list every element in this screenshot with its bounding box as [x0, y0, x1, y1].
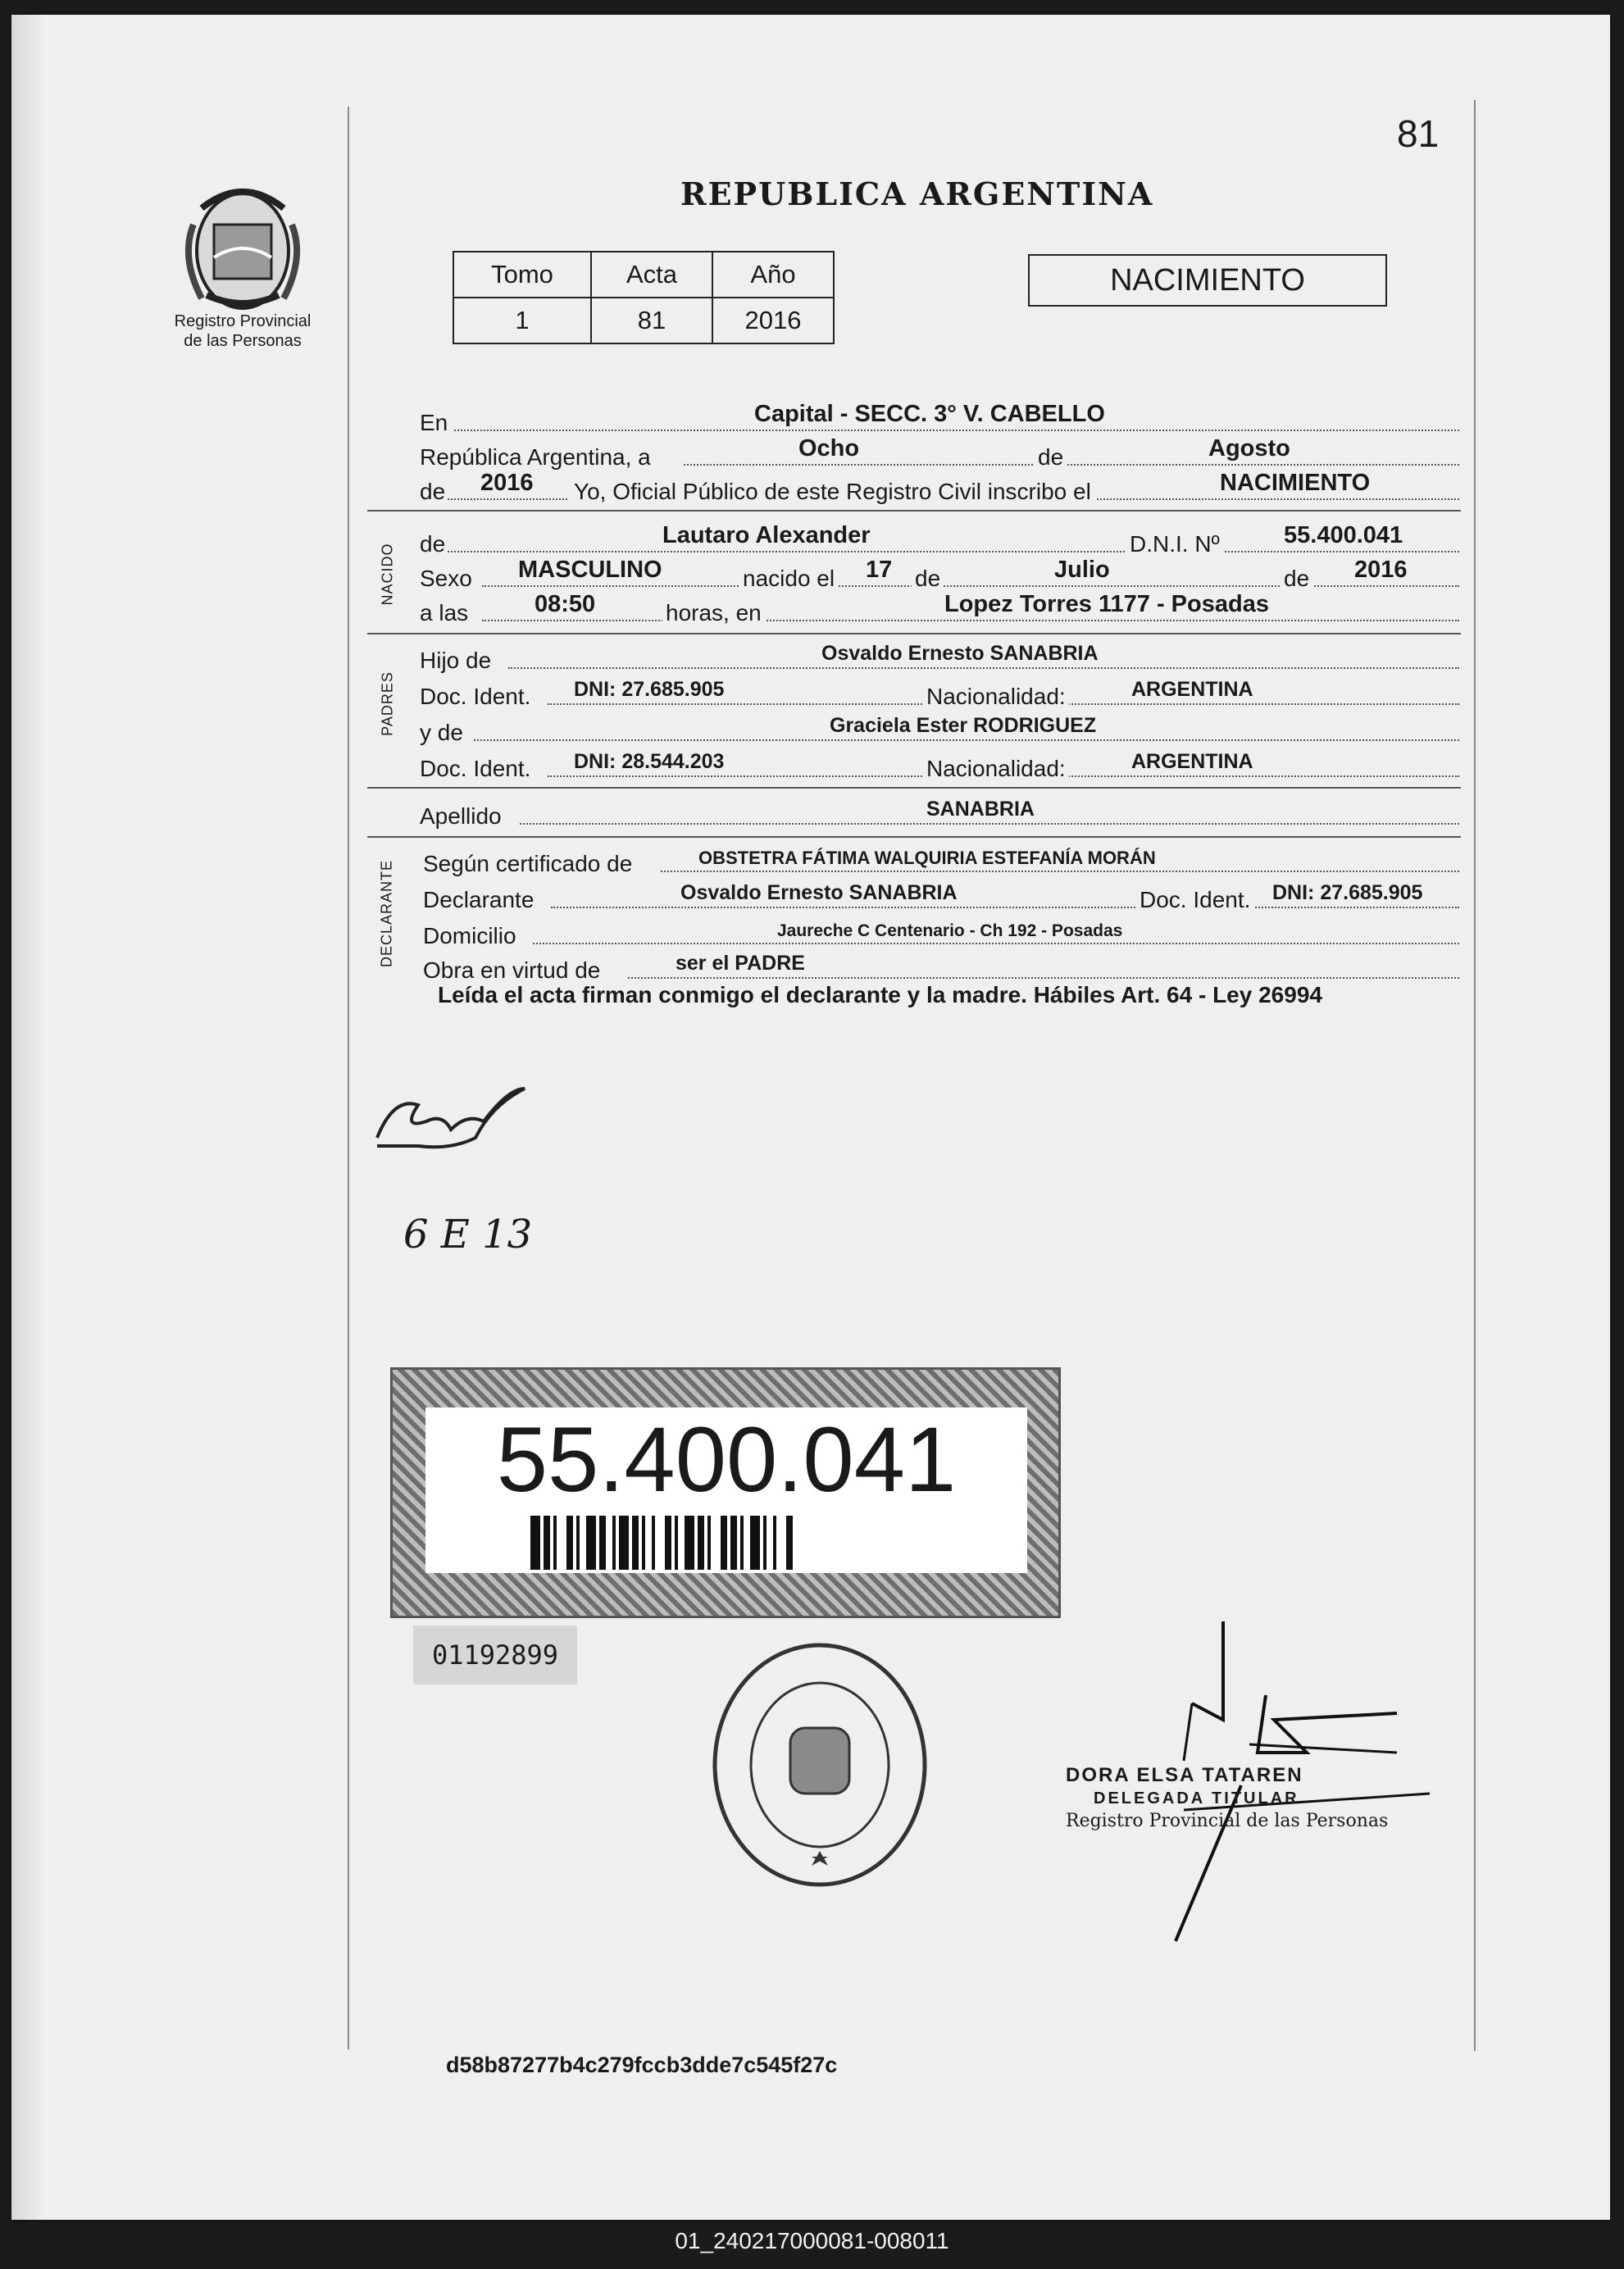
child-name-value: Lautaro Alexander: [662, 522, 871, 548]
section-divider: [367, 510, 1461, 512]
birth-month-value: Julio: [1054, 557, 1110, 583]
legal-text: Leída el acta firman conmigo el declarante y la madre. Hábiles Art. 64 - Ley 26994: [438, 982, 1322, 1007]
intro-row-year: [420, 469, 1459, 505]
book-reference-table: [453, 251, 835, 344]
dotted-line: [454, 430, 1459, 431]
dotted-line: [482, 620, 1459, 621]
apellido-row: [420, 793, 1459, 830]
serial-number: 01192899: [413, 1626, 577, 1685]
signatory-name: DORA ELSA TATAREN: [1066, 1764, 1303, 1786]
de-label: de: [420, 531, 446, 557]
nacionalidad-label: Nacionalidad:: [923, 684, 1069, 710]
logo-caption-line2: de las Personas: [184, 332, 302, 350]
logo-caption: [152, 311, 333, 351]
mother-doc-value: DNI: 28.544.203: [574, 750, 725, 773]
declarante-doc-value: DNI: 27.685.905: [1272, 881, 1423, 904]
de-label: de: [1281, 566, 1312, 592]
declarante-row-cert: [420, 841, 1459, 877]
nacido-row-time: [420, 590, 1459, 626]
year-value: 2016: [480, 470, 534, 496]
declarante-label: Declarante: [423, 887, 535, 912]
dotted-line: [684, 464, 1459, 466]
birth-year-value: 2016: [1354, 557, 1408, 583]
official-stamp-icon: [705, 1638, 935, 1892]
table-header: Acta: [591, 252, 712, 298]
left-margin-line: [348, 107, 349, 2049]
declarante-row-obra: [420, 948, 1459, 984]
cert-value: OBSTETRA FÁTIMA WALQUIRIA ESTEFANÍA MORÁN: [698, 848, 1156, 868]
dotted-line: [628, 977, 1459, 979]
intro-row-place: [420, 400, 1459, 436]
de-label: de: [1035, 444, 1067, 471]
padres-row-mother-doc: [420, 746, 1459, 782]
father-doc-value: DNI: 27.685.905: [574, 678, 725, 701]
yo-label: Yo, Oficial Público de este Registro Civil inscribo el: [569, 479, 1096, 505]
domicilio-label: Domicilio: [423, 923, 516, 948]
section-divider: [367, 633, 1461, 634]
child-dni-value: 55.400.041: [1284, 522, 1403, 548]
apellido-label: Apellido: [420, 803, 502, 829]
nacido-row-name: [420, 521, 1459, 557]
barcode-number: 55.400.041: [496, 1408, 957, 1511]
padres-row-father: [420, 638, 1459, 674]
barcode-panel: [425, 1407, 1027, 1573]
handwritten-note: 6 E 13: [403, 1212, 533, 1257]
en-label: En: [420, 410, 448, 435]
nacido-label: nacido el: [739, 566, 838, 592]
nacionalidad-label: Nacionalidad:: [923, 756, 1069, 782]
declarante-row-address: [420, 913, 1459, 949]
birth-day-value: 17: [866, 557, 893, 583]
handwritten-signature-icon: [369, 1072, 533, 1154]
padres-side-label: PADRES: [379, 671, 396, 736]
hijo-label: Hijo de: [420, 648, 492, 673]
sexo-value: MASCULINO: [518, 557, 662, 583]
doc-label: Doc. Ident.: [1136, 887, 1253, 913]
doc-label: Doc. Ident.: [420, 756, 531, 781]
page-number: 81: [1397, 112, 1440, 155]
obra-label: Obra en virtud de: [423, 957, 601, 983]
mother-name-value: Graciela Ester RODRIGUEZ: [830, 714, 1097, 737]
logo-caption-line1: Registro Provincial: [174, 312, 312, 330]
document-title: REPUBLICA ARGENTINA: [680, 175, 1154, 212]
dotted-line: [482, 585, 1459, 587]
declarante-side-label: DECLARANTE: [378, 859, 395, 968]
alas-label: a las: [420, 600, 469, 625]
table-cell: 81: [591, 298, 712, 343]
dotted-line: [520, 823, 1459, 825]
dotted-line: [533, 943, 1459, 944]
declarante-name-value: Osvaldo Ernesto SANABRIA: [680, 881, 958, 904]
table-header: Año: [712, 252, 834, 298]
declarante-row-name: [420, 877, 1459, 913]
signatory-role: DELEGADA TITULAR: [1094, 1789, 1299, 1807]
record-type-box: NACIMIENTO: [1028, 254, 1387, 307]
birth-time-value: 08:50: [535, 591, 596, 617]
month-value: Agosto: [1208, 435, 1290, 462]
dotted-line: [508, 667, 1459, 669]
document-page: [11, 15, 1610, 2220]
horas-label: horas, en: [662, 600, 765, 626]
id-barcode-label: [390, 1367, 1061, 1618]
inscribe-value: NACIMIENTO: [1220, 470, 1371, 496]
day-value: Ocho: [798, 435, 860, 462]
de-label: de: [420, 479, 446, 504]
signatory-block: [1066, 1764, 1388, 1833]
father-name-value: Osvaldo Ernesto SANABRIA: [821, 642, 1099, 665]
section-divider: [367, 787, 1461, 789]
obra-value: ser el PADRE: [676, 952, 805, 975]
barcode-icon: [530, 1516, 924, 1570]
sexo-label: Sexo: [420, 566, 472, 591]
republica-label: República Argentina, a: [420, 444, 651, 470]
padres-row-father-doc: [420, 674, 1459, 710]
footer-file-id: 01_240217000081-008011: [675, 2228, 949, 2253]
signatory-office: Registro Provincial de las Personas: [1066, 1811, 1389, 1831]
dni-label: D.N.I. Nº: [1126, 531, 1223, 557]
dotted-line: [661, 871, 1459, 872]
table-cell: 1: [453, 298, 591, 343]
right-margin-line: [1474, 100, 1476, 2051]
place-value: Capital - SECC. 3° V. CABELLO: [754, 401, 1105, 427]
father-nationality-value: ARGENTINA: [1131, 678, 1253, 701]
table-header: Tomo: [453, 252, 591, 298]
dotted-line: [551, 907, 1459, 908]
mother-nationality-value: ARGENTINA: [1131, 750, 1253, 773]
table-cell: 2016: [712, 298, 834, 343]
document-hash: d58b87277b4c279fccb3dde7c545f27c: [446, 2053, 838, 2077]
birth-place-value: Lopez Torres 1177 - Posadas: [944, 591, 1269, 617]
dotted-line: [448, 551, 1459, 552]
cert-label: Según certificado de: [423, 851, 633, 876]
doc-label: Doc. Ident.: [420, 684, 531, 709]
yde-label: y de: [420, 720, 463, 745]
section-divider: [367, 836, 1461, 838]
padres-row-mother: [420, 710, 1459, 746]
nacido-row-sex: [420, 556, 1459, 592]
apellido-value: SANABRIA: [926, 798, 1035, 821]
province-emblem-icon: [169, 175, 316, 316]
dotted-line: [474, 739, 1459, 741]
de-label: de: [912, 566, 944, 592]
domicilio-value: Jaureche C Centenario - Ch 192 - Posadas: [777, 921, 1123, 940]
intro-row-date: [420, 434, 1459, 471]
nacido-side-label: NACIDO: [379, 543, 396, 606]
